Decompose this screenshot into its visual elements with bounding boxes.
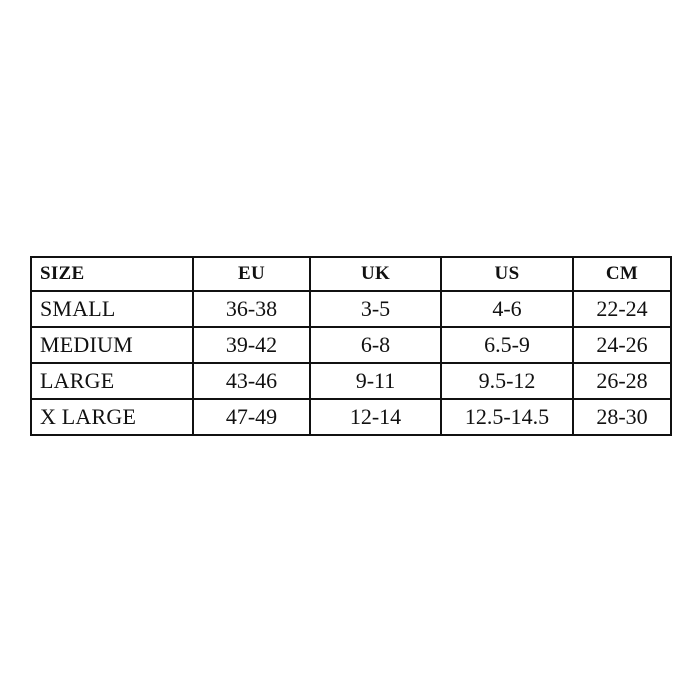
cell-eu: 39-42 bbox=[193, 327, 310, 363]
column-header-eu: EU bbox=[193, 257, 310, 291]
cell-us: 4-6 bbox=[441, 291, 573, 327]
cell-uk: 12-14 bbox=[310, 399, 441, 435]
cell-us: 6.5-9 bbox=[441, 327, 573, 363]
cell-eu: 36-38 bbox=[193, 291, 310, 327]
table-row bbox=[31, 363, 671, 399]
cell-size: LARGE bbox=[31, 363, 193, 399]
column-header-uk: UK bbox=[310, 257, 441, 291]
cell-eu: 43-46 bbox=[193, 363, 310, 399]
cell-uk: 3-5 bbox=[310, 291, 441, 327]
cell-cm: 24-26 bbox=[573, 327, 671, 363]
table-body bbox=[31, 291, 671, 435]
cell-eu: 47-49 bbox=[193, 399, 310, 435]
cell-size: X LARGE bbox=[31, 399, 193, 435]
cell-size: SMALL bbox=[31, 291, 193, 327]
table-header bbox=[31, 257, 671, 291]
table-header-row bbox=[31, 257, 671, 291]
cell-cm: 26-28 bbox=[573, 363, 671, 399]
cell-us: 9.5-12 bbox=[441, 363, 573, 399]
size-chart-container bbox=[30, 256, 670, 436]
column-header-cm: CM bbox=[573, 257, 671, 291]
column-header-size: SIZE bbox=[31, 257, 193, 291]
cell-uk: 6-8 bbox=[310, 327, 441, 363]
cell-size: MEDIUM bbox=[31, 327, 193, 363]
cell-cm: 22-24 bbox=[573, 291, 671, 327]
cell-us: 12.5-14.5 bbox=[441, 399, 573, 435]
table-row bbox=[31, 399, 671, 435]
table-row bbox=[31, 327, 671, 363]
size-chart-table bbox=[30, 256, 672, 436]
table-row bbox=[31, 291, 671, 327]
cell-uk: 9-11 bbox=[310, 363, 441, 399]
cell-cm: 28-30 bbox=[573, 399, 671, 435]
column-header-us: US bbox=[441, 257, 573, 291]
